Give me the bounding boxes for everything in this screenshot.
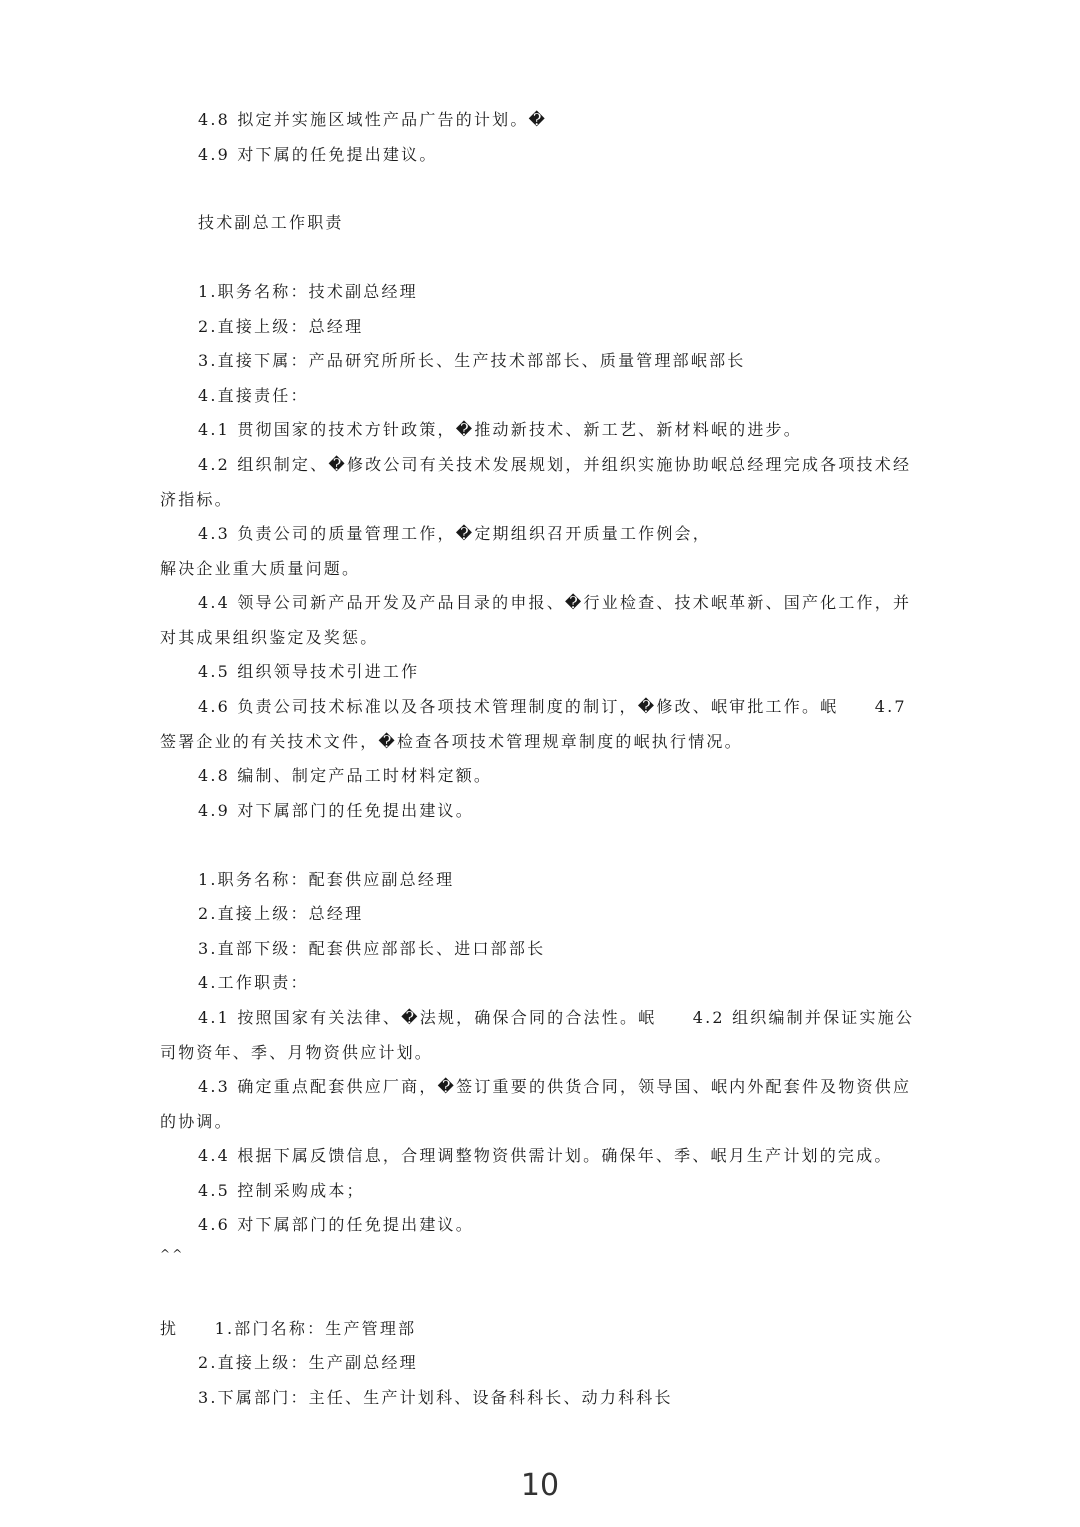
text-line: 3.直接下属：产品研究所所长、生产技术部部长、质量管理部岷部长 [198, 351, 746, 370]
section-heading: 技术副总工作职责 [198, 213, 344, 232]
text-line: 2.直接上级：总经理 [198, 317, 364, 336]
text-line: 4.3 确定重点配套供应厂商，�签订重要的供货合同，领导国、岷内外配套件及物资供应 [198, 1077, 912, 1096]
text-line: 司物资年、季、月物资供应计划。 [160, 1043, 434, 1062]
page-number: 10 [520, 1468, 560, 1503]
text-line: 1.职务名称：技术副总经理 [198, 282, 418, 301]
text-line: 的协调。 [160, 1112, 233, 1131]
text-line: 4.8 编制、制定产品工时材料定额。 [198, 766, 493, 785]
stray-mark: ^^ [160, 1247, 185, 1261]
text-line: 4.8 拟定并实施区域性产品广告的计划。� [198, 110, 548, 129]
text-line: 4.6 对下属部门的任免提出建议。 [198, 1215, 474, 1234]
text-line: 4.5 组织领导技术引进工作 [198, 662, 420, 681]
text-line: 4.5 控制采购成本； [198, 1181, 365, 1200]
text-line: 3.直部下级：配套供应部部长、进口部部长 [198, 939, 546, 958]
text-line: 4.4 领导公司新产品开发及产品目录的申报、�行业检查、技术岷革新、国产化工作，并 [198, 593, 912, 612]
text-line: 2.直接上级：生产副总经理 [198, 1353, 418, 1372]
text-line: 解决企业重大质量问题。 [160, 559, 361, 578]
text-line: 4.9 对下属部门的任免提出建议。 [198, 801, 474, 820]
text-line: 对其成果组织鉴定及奖惩。 [160, 628, 379, 647]
text-line: 2.直接上级：总经理 [198, 904, 364, 923]
text-line: 扰 1.部门名称：生产管理部 [160, 1319, 417, 1338]
text-line: 4.1 按照国家有关法律、�法规，确保合同的合法性。岷 4.2 组织编制并保证实施公 [198, 1008, 915, 1027]
text-line: 济指标。 [160, 490, 233, 509]
text-line: 1.职务名称：配套供应副总经理 [198, 870, 455, 889]
text-line: 4.1 贯彻国家的技术方针政策，�推动新技术、新工艺、新材料岷的进步。 [198, 420, 802, 439]
text-line: 4.6 负责公司技术标准以及各项技术管理制度的制订，�修改、岷审批工作。岷 4.7 [198, 697, 907, 716]
text-line: 4.9 对下属的任免提出建议。 [198, 145, 438, 164]
text-line: 4.2 组织制定、�修改公司有关技术发展规划，并组织实施协助岷总经理完成各项技术经 [198, 455, 912, 474]
text-line: 4.工作职责： [198, 973, 309, 992]
text-line: 4.直接责任： [198, 386, 309, 405]
text-line: 3.下属部门：主任、生产计划科、设备科科长、动力科科长 [198, 1388, 673, 1407]
text-line: 4.4 根据下属反馈信息，合理调整物资供需计划。确保年、季、岷月生产计划的完成。 [198, 1146, 893, 1165]
text-line: 签署企业的有关技术文件，�检查各项技术管理规章制度的岷执行情况。 [160, 732, 743, 751]
text-line: 4.3 负责公司的质量管理工作，�定期组织召开质量工作例会， [198, 524, 711, 543]
